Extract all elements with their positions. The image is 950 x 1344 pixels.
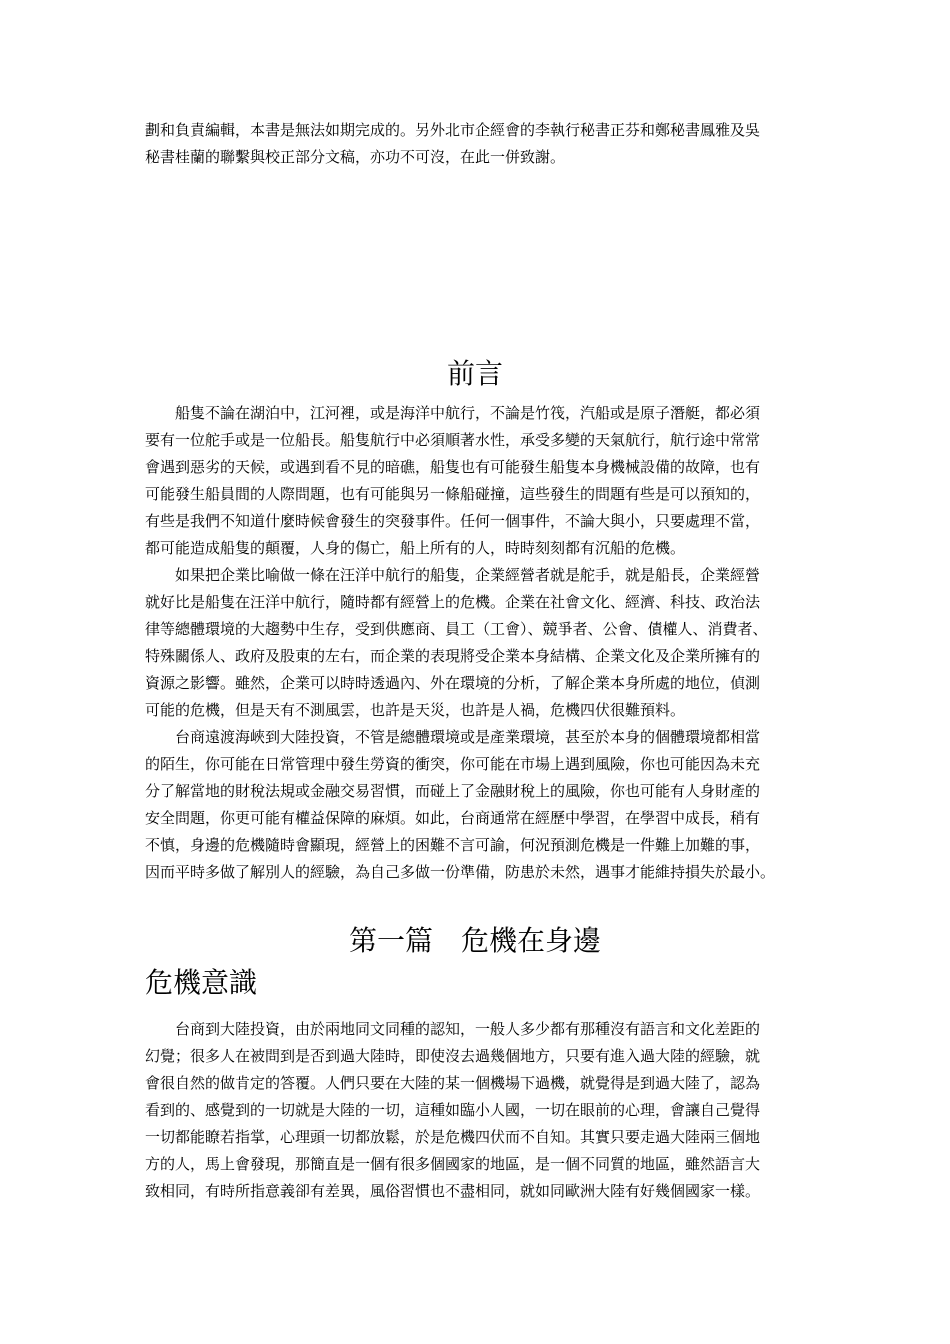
text-line: 特殊關係人、政府及股東的左右，而企業的表現將受企業本身結構、企業文化及企業所擁有的: [145, 647, 761, 665]
text-line: 台商遠渡海峽到大陸投資，不管是總體環境或是產業環境，甚至於本身的個體環境都相當: [175, 728, 761, 746]
text-line: 安全問題，你更可能有權益保障的麻煩。如此，台商通常在經歷中學習，在學習中成長，稍有: [145, 809, 761, 827]
text-line: 一切都能瞭若指掌，心理頭一切都放鬆，於是危機四伏而不自知。其實只要走過大陸兩三個地: [145, 1128, 761, 1146]
section-title: 危機意識: [145, 966, 258, 999]
text-line: 律等總體環境的大趨勢中生存，受到供應商、員工（工會）、競爭者、公會、債權人、消費者、: [145, 620, 768, 638]
text-line: 可能發生船員間的人際問題，也有可能與另一條船碰撞，這些發生的問題有些是可以預知的，: [145, 485, 761, 503]
text-line: 有些是我們不知道什麼時候會發生的突發事件。任何一個事件，不論大與小，只要處理不當，: [145, 512, 761, 530]
text-line: 會遇到惡劣的天候，或遇到看不見的暗礁，船隻也有可能發生船隻本身機械設備的故障，也有: [145, 458, 761, 476]
text-line: 看到的、感覺到的一切就是大陸的一切，這種如臨小人國，一切在眼前的心理，會讓自己覺得: [145, 1101, 761, 1119]
text-line: 可能的危機，但是天有不測風雲，也許是天災，也許是人禍，危機四伏很難預料。: [145, 701, 686, 719]
text-line: 秘書桂蘭的聯繫與校正部分文稿，亦功不可沒，在此一併致謝。: [145, 148, 566, 166]
preface-title: 前言: [446, 357, 503, 390]
text-line: 致相同，有時所指意義卻有差異，風俗習慣也不盡相同，就如同歐洲大陸有好幾個國家一樣。: [145, 1182, 761, 1200]
text-line: 台商到大陸投資，由於兩地同文同種的認知，一般人多少都有那種沒有語言和文化差距的: [175, 1020, 761, 1038]
part-title: 第一篇 危機在身邊: [348, 924, 601, 957]
acknowledgement-paragraph: [145, 117, 810, 171]
text-line: 船隻不論在湖泊中，江河裡，或是海洋中航行，不論是竹筏，汽船或是原子潛艇，都必須: [175, 404, 761, 422]
text-line: 分了解當地的財稅法規或金融交易習慣，而碰上了金融財稅上的風險，你也可能有人身財產的: [145, 782, 761, 800]
text-line: 資源之影響。雖然，企業可以時時透過內、外在環境的分析，了解企業本身所處的地位，偵測: [145, 674, 761, 692]
text-line: 幻覺；很多人在被問到是否到過大陸時，即使沒去過幾個地方，只要有進入過大陸的經驗，就: [145, 1047, 761, 1065]
text-line: 方的人，馬上會發現，那簡直是一個有很多個國家的地區，是一個不同質的地區，雖然語言大: [145, 1155, 761, 1173]
text-line: 劃和負責編輯，本書是無法如期完成的。另外北市企經會的李執行秘書正芬和鄭秘書鳳雅及吳: [145, 121, 761, 139]
text-line: 要有一位舵手或是一位船長。船隻航行中必須順著水性，承受多變的天氣航行，航行途中常常: [145, 431, 761, 449]
text-line: 因而平時多做了解別人的經驗，為自己多做一份準備，防患於未然，遇事才能維持損失於最小。: [145, 863, 776, 881]
preface-body: [145, 400, 810, 886]
text-line: 如果把企業比喻做一條在汪洋中航行的船隻，企業經營者就是舵手，就是船長，企業經營: [175, 566, 761, 584]
text-line: 都可能造成船隻的顛覆，人身的傷亡，船上所有的人，時時刻刻都有沉船的危機。: [145, 539, 686, 557]
text-line: 會很自然的做肯定的答覆。人們只要在大陸的某一個機場下過機，就覺得是到過大陸了，認為: [145, 1074, 761, 1092]
text-line: 不慎，身邊的危機隨時會顯現，經營上的困難不言可諭，何況預測危機是一件難上加難的事，: [145, 836, 761, 854]
text-line: 的陌生，你可能在日常管理中發生勞資的衝突，你可能在市場上遇到風險，你也可能因為未充: [145, 755, 761, 773]
section-body: [145, 1016, 810, 1205]
text-line: 就好比是船隻在汪洋中航行，隨時都有經營上的危機。企業在社會文化、經濟、科技、政治法: [145, 593, 761, 611]
